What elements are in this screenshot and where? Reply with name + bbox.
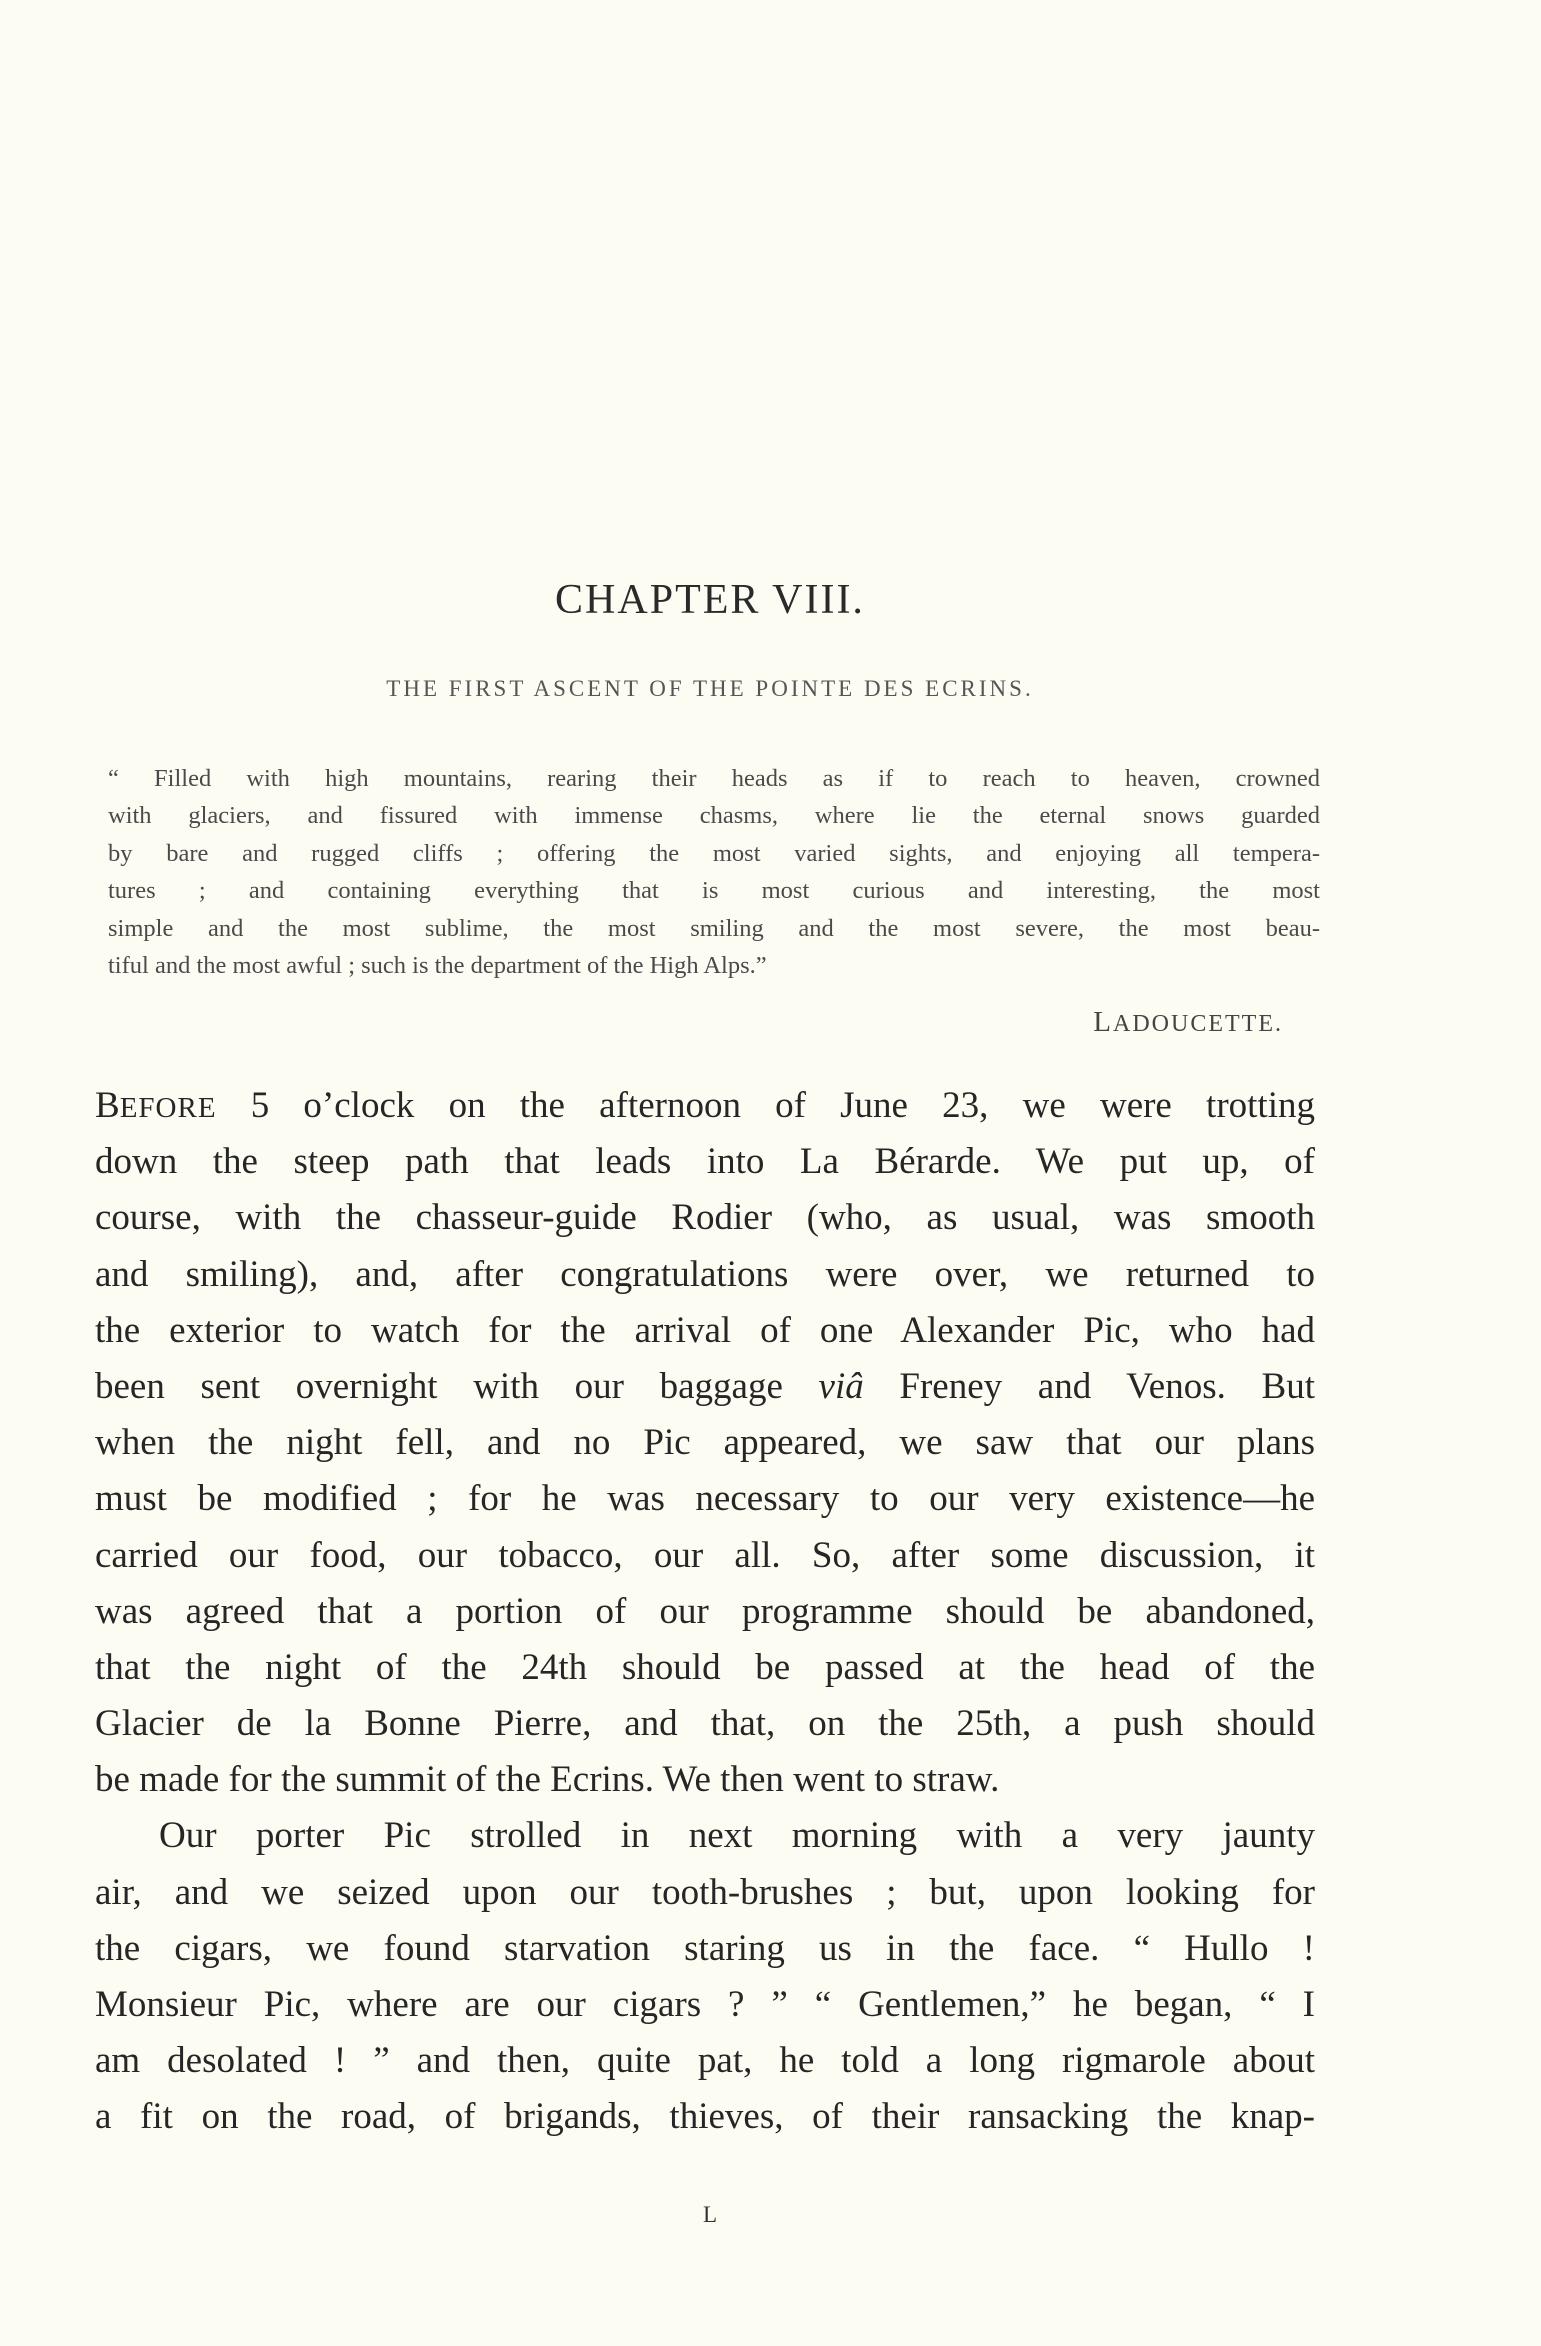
body-line: a fit on the road, of brigands, thieves, of their ransacking the knap- xyxy=(95,2096,1315,2138)
body-line: and smiling), and, after congratulations were over, we returned to xyxy=(95,1253,1315,1295)
signature-mark: L xyxy=(702,2202,718,2227)
body-line: was agreed that a portion of our programme should be abandoned, xyxy=(95,1590,1315,1632)
epigraph-attribution xyxy=(1093,1006,1283,1039)
opening-smallcaps: EFORE xyxy=(119,1092,217,1124)
epigraph-line: with glaciers, and fissured with immense chasms, where lie the eternal snows guarded xyxy=(108,802,1320,830)
body-line: carried our food, our tobacco, our all. So, after some discussion, it xyxy=(95,1534,1315,1576)
chapter-title: CHAPTER VIII. xyxy=(555,577,865,623)
body-line-part: Freney and Venos. But xyxy=(863,1365,1315,1407)
body-line: air, and we seized upon our tooth-brushes ; but, upon looking for xyxy=(95,1871,1315,1913)
epigraph-line: simple and the most sublime, the most smiling and the most severe, the most beau- xyxy=(108,914,1320,942)
epigraph-line: tiful and the most awful ; such is the department of the High Alps.” xyxy=(108,951,767,979)
attribution-initial: L xyxy=(1093,1006,1114,1038)
body-line: when the night fell, and no Pic appeared, we saw that our plans xyxy=(95,1422,1315,1464)
chapter-subtitle: THE FIRST ASCENT OF THE POINTE DES ECRINS. xyxy=(386,676,1034,701)
opening-line-text: 5 o’clock on the afternoon of June 23, we were trotting xyxy=(216,1085,1315,1126)
epigraph-line: by bare and rugged cliffs ; offering the most varied sights, and enjoying all tempera- xyxy=(108,839,1320,867)
body-line: am desolated ! ” and then, quite pat, he told a long rigmarole about xyxy=(95,2040,1315,2082)
body-line-part: been sent overnight with our baggage xyxy=(95,1365,819,1407)
body-line: Monsieur Pic, where are our cigars ? ” “ Gentlemen,” he began, “ I xyxy=(95,1984,1315,2025)
body-line: course, with the chasseur-guide Rodier (who, as usual, was smooth xyxy=(95,1197,1315,1239)
body-line: the exterior to watch for the arrival of one Alexander Pic, who had xyxy=(95,1309,1315,1351)
body-line xyxy=(95,1078,1315,1134)
epigraph-line: “ Filled with high mountains, rearing their heads as if to reach to heaven, crowned xyxy=(108,765,1320,792)
body-line: Our porter Pic strolled in next morning with a very jaunty xyxy=(159,1815,1315,1857)
body-text xyxy=(95,1078,1315,2146)
attribution-rest: ADOUCETTE. xyxy=(1113,1011,1283,1037)
epigraph xyxy=(108,760,1320,984)
body-line: down the steep path that leads into La Bérarde. We put up, of xyxy=(95,1141,1315,1183)
body-line: must be modified ; for he was necessary to our very existence—he xyxy=(95,1478,1315,1520)
body-line-italic: viâ xyxy=(818,1365,864,1407)
opening-initial: B xyxy=(95,1085,120,1126)
body-line: that the night of the 24th should be passed at the head of the xyxy=(95,1646,1315,1688)
body-line: be made for the summit of the Ecrins. We then went to straw. xyxy=(95,1759,1000,1801)
body-line xyxy=(95,1359,1315,1415)
epigraph-line: tures ; and containing everything that is most curious and interesting, the most xyxy=(108,877,1320,905)
body-line: Glacier de la Bonne Pierre, and that, on the 25th, a push should xyxy=(95,1703,1315,1745)
body-line: the cigars, we found starvation staring us in the face. “ Hullo ! xyxy=(95,1927,1315,1969)
